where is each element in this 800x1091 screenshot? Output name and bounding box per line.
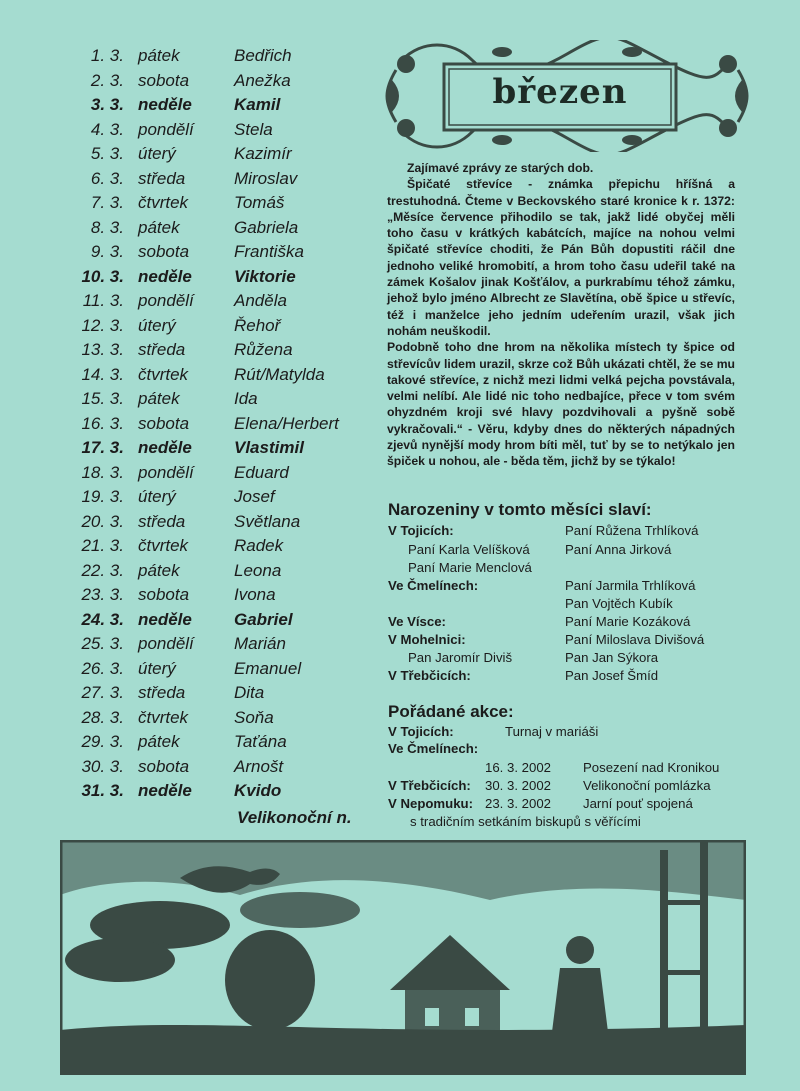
- calendar-row: [60, 265, 380, 290]
- calendar-row: [60, 338, 380, 363]
- calendar-day: 28. 3.: [81, 707, 124, 727]
- calendar-name: Františka: [234, 242, 304, 261]
- calendar-name: Radek: [234, 536, 284, 555]
- calendar-day: 9. 3.: [90, 242, 124, 261]
- birthday-person: Paní Marie Menclová: [408, 560, 532, 575]
- calendar-row: [60, 436, 380, 461]
- event-name: Jarní pouť spojená: [583, 796, 693, 811]
- calendar-weekday: pátek: [138, 217, 180, 237]
- calendar-day: 22. 3.: [81, 560, 124, 580]
- calendar-row: [60, 657, 380, 682]
- birthday-person: Paní Anna Jirková: [565, 542, 672, 557]
- calendar-row: [60, 363, 380, 388]
- calendar-weekday: sobota: [138, 756, 190, 776]
- calendar-day: 25. 3.: [81, 634, 124, 653]
- calendar-name: Leona: [234, 560, 282, 580]
- calendar-weekday: pátek: [138, 560, 180, 580]
- calendar-day: 1. 3.: [90, 46, 124, 65]
- calendar-name: Soňa: [234, 707, 274, 727]
- calendar-day: 29. 3.: [81, 732, 124, 751]
- calendar-row: [60, 387, 380, 412]
- calendar-name: Vlastimil: [234, 438, 304, 457]
- birthday-person: Paní Karla Velíšková: [408, 542, 530, 557]
- calendar-name: Řehoř: [234, 315, 281, 335]
- birthdays-place: Ve Čmelínech:: [388, 578, 479, 593]
- calendar-name: Emanuel: [234, 658, 302, 678]
- calendar-day: 23. 3.: [81, 585, 124, 604]
- birthdays-place: V Mohelnici:: [388, 632, 466, 647]
- birthday-person: Pan Vojtěch Kubík: [565, 596, 673, 611]
- calendar-weekday: středa: [138, 683, 186, 702]
- event-place: V Třebčicích:: [388, 778, 471, 793]
- calendar-name: Gabriela: [234, 217, 299, 237]
- calendar-row: [60, 779, 380, 804]
- calendar-weekday: úterý: [138, 315, 176, 335]
- calendar-name: Kamil: [234, 95, 281, 114]
- calendar-name: Světlana: [234, 511, 301, 531]
- calendar-name: Ida: [234, 389, 258, 408]
- birthdays-place: V Tojicích:: [388, 523, 454, 538]
- calendar-name: Tomáš: [234, 193, 285, 212]
- calendar-weekday: neděle: [138, 95, 192, 114]
- calendar-row: [60, 755, 380, 780]
- calendar-row: [60, 93, 380, 118]
- calendar-day: 10. 3.: [81, 266, 124, 286]
- events-title: Pořádané akce:: [388, 702, 514, 721]
- birthday-person: Paní Jarmila Trhlíková: [565, 578, 696, 593]
- calendar-weekday: sobota: [138, 585, 190, 604]
- calendar-weekday: neděle: [138, 609, 192, 629]
- calendar-row: [60, 142, 380, 167]
- event-name: Velikonoční pomlázka: [583, 778, 711, 793]
- article: [387, 160, 735, 470]
- calendar-name: Marián: [234, 634, 286, 653]
- calendar-name: Viktorie: [234, 266, 296, 286]
- easter-note: Velikonoční n.: [237, 808, 352, 827]
- birthday-person: Pan Jan Sýkora: [565, 650, 659, 665]
- birthday-person: Paní Marie Kozáková: [565, 614, 691, 629]
- calendar-weekday: pátek: [138, 46, 180, 65]
- calendar-day: 2. 3.: [90, 70, 124, 90]
- calendar-row: [60, 44, 380, 69]
- birthday-person: Paní Miloslava Divišová: [565, 632, 705, 647]
- calendar-weekday: středa: [138, 168, 186, 188]
- calendar-row: [60, 730, 380, 755]
- calendar-day: 21. 3.: [81, 536, 124, 555]
- calendar-day: 11. 3.: [82, 291, 124, 310]
- calendar-row: [60, 314, 380, 339]
- calendar-weekday: neděle: [138, 438, 192, 457]
- calendar-row: [60, 608, 380, 633]
- calendar-weekday: úterý: [138, 144, 176, 163]
- calendar-row: [60, 559, 380, 584]
- calendar-day: 3. 3.: [90, 95, 124, 114]
- calendar-row: [60, 216, 380, 241]
- article-lead: Zajímavé zprávy ze starých dob.: [407, 161, 594, 175]
- calendar-name: Stela: [234, 119, 273, 139]
- calendar-name: Anežka: [234, 70, 291, 90]
- birthdays-title: Narozeniny v tomto měsíci slaví:: [388, 500, 652, 519]
- event-place: V Nepomuku:: [388, 796, 473, 811]
- calendar-row: [60, 191, 380, 216]
- calendar-weekday: sobota: [138, 413, 190, 433]
- calendar-weekday: pondělí: [138, 634, 194, 653]
- calendar-weekday: čtvrtek: [138, 193, 189, 212]
- event-date: 16. 3. 2002: [485, 760, 551, 775]
- calendar-weekday: úterý: [138, 487, 176, 506]
- event-name-continued: s tradičním setkáním biskupů s věřícími: [410, 814, 641, 829]
- calendar-weekday: pátek: [138, 732, 180, 751]
- calendar-list: [60, 44, 380, 804]
- calendar-day: 15. 3.: [81, 389, 124, 408]
- calendar-weekday: čtvrtek: [138, 707, 189, 727]
- calendar-day: 8. 3.: [90, 217, 124, 237]
- calendar-name: Arnošt: [234, 756, 284, 776]
- calendar-weekday: čtvrtek: [138, 364, 189, 384]
- birthday-person: Pan Josef Šmíd: [565, 668, 659, 683]
- calendar-name: Taťána: [234, 732, 287, 751]
- calendar-weekday: pondělí: [138, 119, 194, 139]
- calendar-name: Dita: [234, 683, 265, 702]
- calendar-day: 18. 3.: [81, 462, 124, 482]
- birthday-person: Pan Jaromír Diviš: [408, 650, 513, 665]
- calendar-name: Josef: [234, 487, 275, 506]
- calendar-row: [60, 706, 380, 731]
- calendar-name: Bedřich: [234, 46, 292, 65]
- event-name: Turnaj v mariáši: [505, 724, 599, 739]
- article-paragraph-1: Špičaté střevíce - známka přepichu hříšná a trestuhodná. Čteme v Beckovského staré kronice k r. 1372: „Měsíce července přihodilo se tak, jakž lidé obyčej měli toho času v krátkých kabátcích, majíce na nohou velmi špičaté střevíce choditi, že Pán Bůh dopustiti ráčil dne jednoho veliké hromobití, a hrom toho času udeřil také na zámek Košalov jinak Košťálov, a purkrabímu téhož zámku, jehož bylo jméno Albrecht ze Slavětína, obě špice u střevíc, též i manželce jeho jedním udeřením urazil, však jich nohám neuškodil.: [387, 177, 735, 338]
- calendar-day: 24. 3.: [81, 609, 124, 629]
- calendar-day: 31. 3.: [81, 781, 124, 800]
- calendar-day: 4. 3.: [90, 119, 124, 139]
- calendar-day: 7. 3.: [90, 193, 124, 212]
- calendar-weekday: sobota: [138, 70, 190, 90]
- calendar-weekday: pondělí: [138, 462, 194, 482]
- calendar-name: Kazimír: [234, 144, 292, 163]
- calendar-row: [60, 485, 380, 510]
- birthdays-place: V Třebčicích:: [388, 668, 471, 683]
- calendar-row: [60, 632, 380, 657]
- calendar-row: [60, 510, 380, 535]
- calendar-day: 19. 3.: [81, 487, 124, 506]
- calendar-row: [60, 240, 380, 265]
- calendar-weekday: pátek: [138, 389, 180, 408]
- calendar-row: [60, 461, 380, 486]
- calendar-weekday: středa: [138, 511, 186, 531]
- woodcut-illustration: [60, 840, 746, 1075]
- article-paragraph-2: Podobně toho dne hrom na několika místech ty špice od střevícův lidem urazil, skrze což Bůh ukázati chtěl, že se mu takové střevíce, z nichž mezi lidmi velká pejcha povstávala, velmi nelíbí. Ale lidé nic toho nedbajíce, přece v tom svém ohyzdném kroji své hlavy pozdvihovali a pyšně sobě vykračovali.“ - Věru, kdyby dnes do některých nápadných zjevů nynější mody hrom bíti měl, tuť by se to netýkalo jen špiček u nohou, ale - běda těm, jichž by se týkalo!: [387, 340, 735, 469]
- calendar-day: 27. 3.: [81, 683, 124, 702]
- calendar-name: Kvido: [234, 781, 282, 800]
- calendar-row: [60, 534, 380, 559]
- calendar-name: Miroslav: [234, 168, 298, 188]
- calendar-weekday: středa: [138, 340, 186, 359]
- calendar-day: 14. 3.: [81, 364, 124, 384]
- calendar-row: [60, 167, 380, 192]
- calendar-row: [60, 583, 380, 608]
- calendar-name: Růžena: [234, 340, 293, 359]
- calendar-name: Ivona: [234, 585, 276, 604]
- calendar-day: 13. 3.: [81, 340, 124, 359]
- calendar-name: Anděla: [234, 291, 287, 310]
- event-date: 23. 3. 2002: [485, 796, 551, 811]
- calendar-weekday: čtvrtek: [138, 536, 189, 555]
- calendar-weekday: pondělí: [138, 291, 194, 310]
- calendar-name: Elena/Herbert: [234, 413, 339, 433]
- calendar-day: 30. 3.: [81, 756, 124, 776]
- calendar-row: [60, 412, 380, 437]
- calendar-day: 5. 3.: [90, 144, 124, 163]
- month-title: březen: [492, 72, 628, 112]
- calendar-weekday: úterý: [138, 658, 176, 678]
- calendar-day: 26. 3.: [81, 658, 124, 678]
- calendar-day: 20. 3.: [81, 511, 124, 531]
- event-name: Posezení nad Kronikou: [583, 760, 720, 775]
- birthdays-place: Ve Vísce:: [388, 614, 446, 629]
- birthday-person: Paní Růžena Trhlíková: [565, 523, 699, 538]
- calendar-row: [60, 289, 380, 314]
- calendar-row: [60, 69, 380, 94]
- calendar-weekday: neděle: [138, 266, 192, 286]
- calendar-day: 6. 3.: [90, 168, 124, 188]
- calendar-name: Rút/Matylda: [234, 364, 325, 384]
- calendar-row: [60, 681, 380, 706]
- calendar-name: Gabriel: [234, 609, 293, 629]
- calendar-name: Eduard: [234, 462, 289, 482]
- calendar-day: 12. 3.: [81, 315, 124, 335]
- event-place: V Tojicích:: [388, 724, 454, 739]
- event-place: Ve Čmelínech:: [388, 741, 479, 756]
- calendar-day: 17. 3.: [81, 438, 124, 457]
- calendar-day: 16. 3.: [81, 413, 124, 433]
- event-date: 30. 3. 2002: [485, 778, 551, 793]
- calendar-weekday: neděle: [138, 781, 192, 800]
- calendar-row: [60, 118, 380, 143]
- calendar-weekday: sobota: [138, 242, 190, 261]
